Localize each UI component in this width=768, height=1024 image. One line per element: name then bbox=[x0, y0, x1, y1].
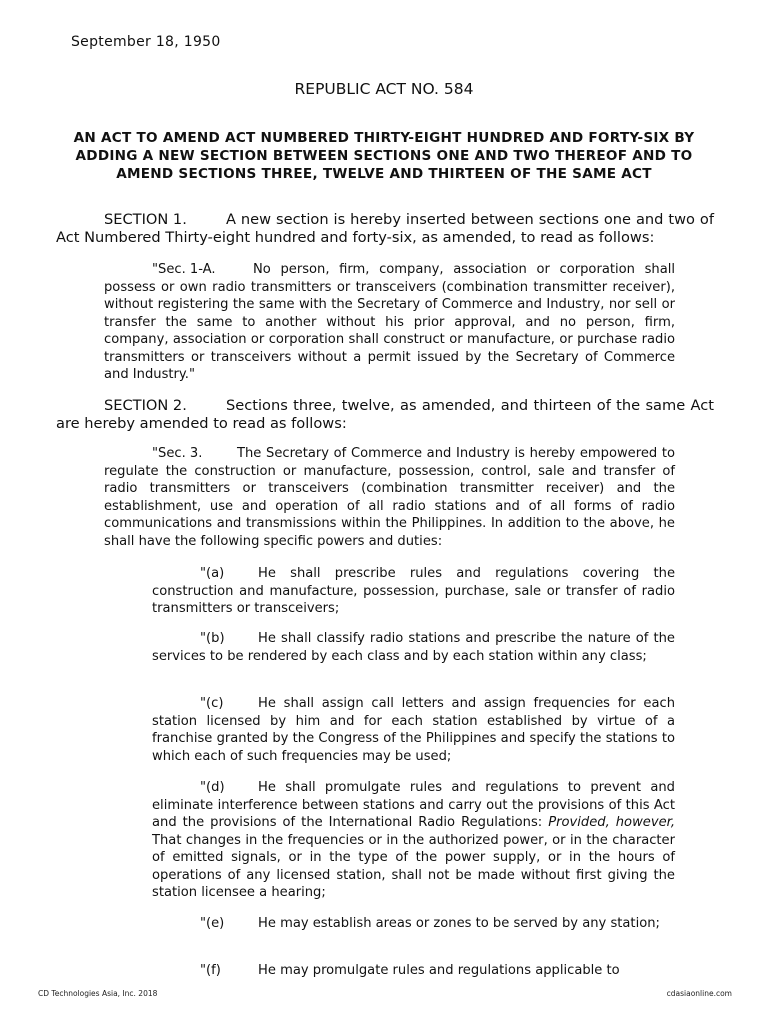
item-d-text-before: He shall promulgate rules and regulations to prevent and eliminate interference between stations and carry out the provisions of this Act and the provisions of the International Radio Regulations: bbox=[152, 780, 675, 830]
act-date: September 18, 1950 bbox=[71, 34, 221, 50]
item-b-label: "(b) bbox=[200, 631, 225, 646]
section-1-text: A new section is hereby inserted between sections one and two of Act Numbered Thirty-eight hundred and forty-six, as amended, to read as follows: bbox=[56, 211, 714, 246]
section-3-heading: "Sec. 3. bbox=[152, 446, 203, 461]
item-e-label: "(e) bbox=[200, 916, 225, 931]
section-1a-text: No person, firm, company, association or corporation shall possess or own radio transmitters or transceivers (combination transmitter receiver), without registering the same with the Secretary of Commerce and Industry, nor sell or transfer the same to another without his prior approval, and no person, firm, company, association or corporation shall construct or manufacture, or purchase radio transmitters or transceivers without a permit issued by the Secretary of Commerce and Industry." bbox=[104, 262, 675, 382]
section-1a-quote bbox=[104, 261, 675, 384]
item-f bbox=[152, 962, 675, 980]
item-a bbox=[152, 565, 675, 618]
item-c-text: He shall assign call letters and assign frequencies for each station licensed by him and for each station established by virtue of a franchise granted by the Congress of the Philippines and specify the stations to which each of such frequencies may be used; bbox=[152, 696, 675, 764]
act-title: AN ACT TO AMEND ACT NUMBERED THIRTY-EIGHT HUNDRED AND FORTY-SIX BY ADDING A NEW SECTION BETWEEN SECTIONS ONE AND TWO THEREOF AND TO AMEND SECTIONS THREE, TWELVE AND THIRTEEN OF THE SAME ACT bbox=[73, 130, 695, 182]
footer-website: cdasiaonline.com bbox=[666, 989, 732, 998]
item-f-text: He may promulgate rules and regulations applicable to bbox=[258, 963, 620, 978]
item-d-text-after: That changes in the frequencies or in the authorized power, or in the character of emitted signals, or in the type of the power supply, or in the hours of operations of any licensed station, shall not be made without first giving the station licensee a hearing; bbox=[152, 832, 675, 900]
section-3-quote bbox=[104, 445, 675, 550]
section-3-text: The Secretary of Commerce and Industry is hereby empowered to regulate the construction or manufacture, possession, control, sale and transfer of radio transmitters or transceivers (combination transmitter receiver) and the establishment, use and operation of all radio stations and of all forms of radio communications and transmissions within the Philippines. In addition to the above, he shall have the following specific powers and duties: bbox=[104, 446, 675, 549]
item-c-label: "(c) bbox=[200, 696, 224, 711]
section-1a-heading: "Sec. 1-A. bbox=[152, 262, 216, 277]
item-d bbox=[152, 779, 675, 902]
item-b bbox=[152, 630, 675, 665]
footer-publisher: CD Technologies Asia, Inc. 2018 bbox=[38, 989, 158, 998]
item-b-text: He shall classify radio stations and prescribe the nature of the services to be rendered by each class and by each station within any class; bbox=[152, 631, 675, 664]
item-d-proviso: Provided, however, bbox=[548, 815, 675, 830]
item-c bbox=[152, 695, 675, 765]
item-f-label: "(f) bbox=[200, 963, 221, 978]
item-e-text: He may establish areas or zones to be served by any station; bbox=[258, 916, 660, 931]
act-number: REPUBLIC ACT NO. 584 bbox=[294, 80, 474, 98]
item-d-label: "(d) bbox=[200, 780, 225, 795]
section-2-text: Sections three, twelve, as amended, and thirteen of the same Act are hereby amended to read as follows: bbox=[56, 397, 714, 432]
section-1-heading: SECTION 1. bbox=[104, 211, 187, 228]
section-2-heading: SECTION 2. bbox=[104, 397, 187, 414]
section-2 bbox=[56, 397, 714, 433]
item-a-label: "(a) bbox=[200, 566, 225, 581]
item-e bbox=[152, 915, 675, 933]
section-1 bbox=[56, 211, 714, 247]
item-a-text: He shall prescribe rules and regulations covering the construction and manufacture, possession, purchase, sale or transfer of radio transmitters or transceivers; bbox=[152, 566, 675, 616]
